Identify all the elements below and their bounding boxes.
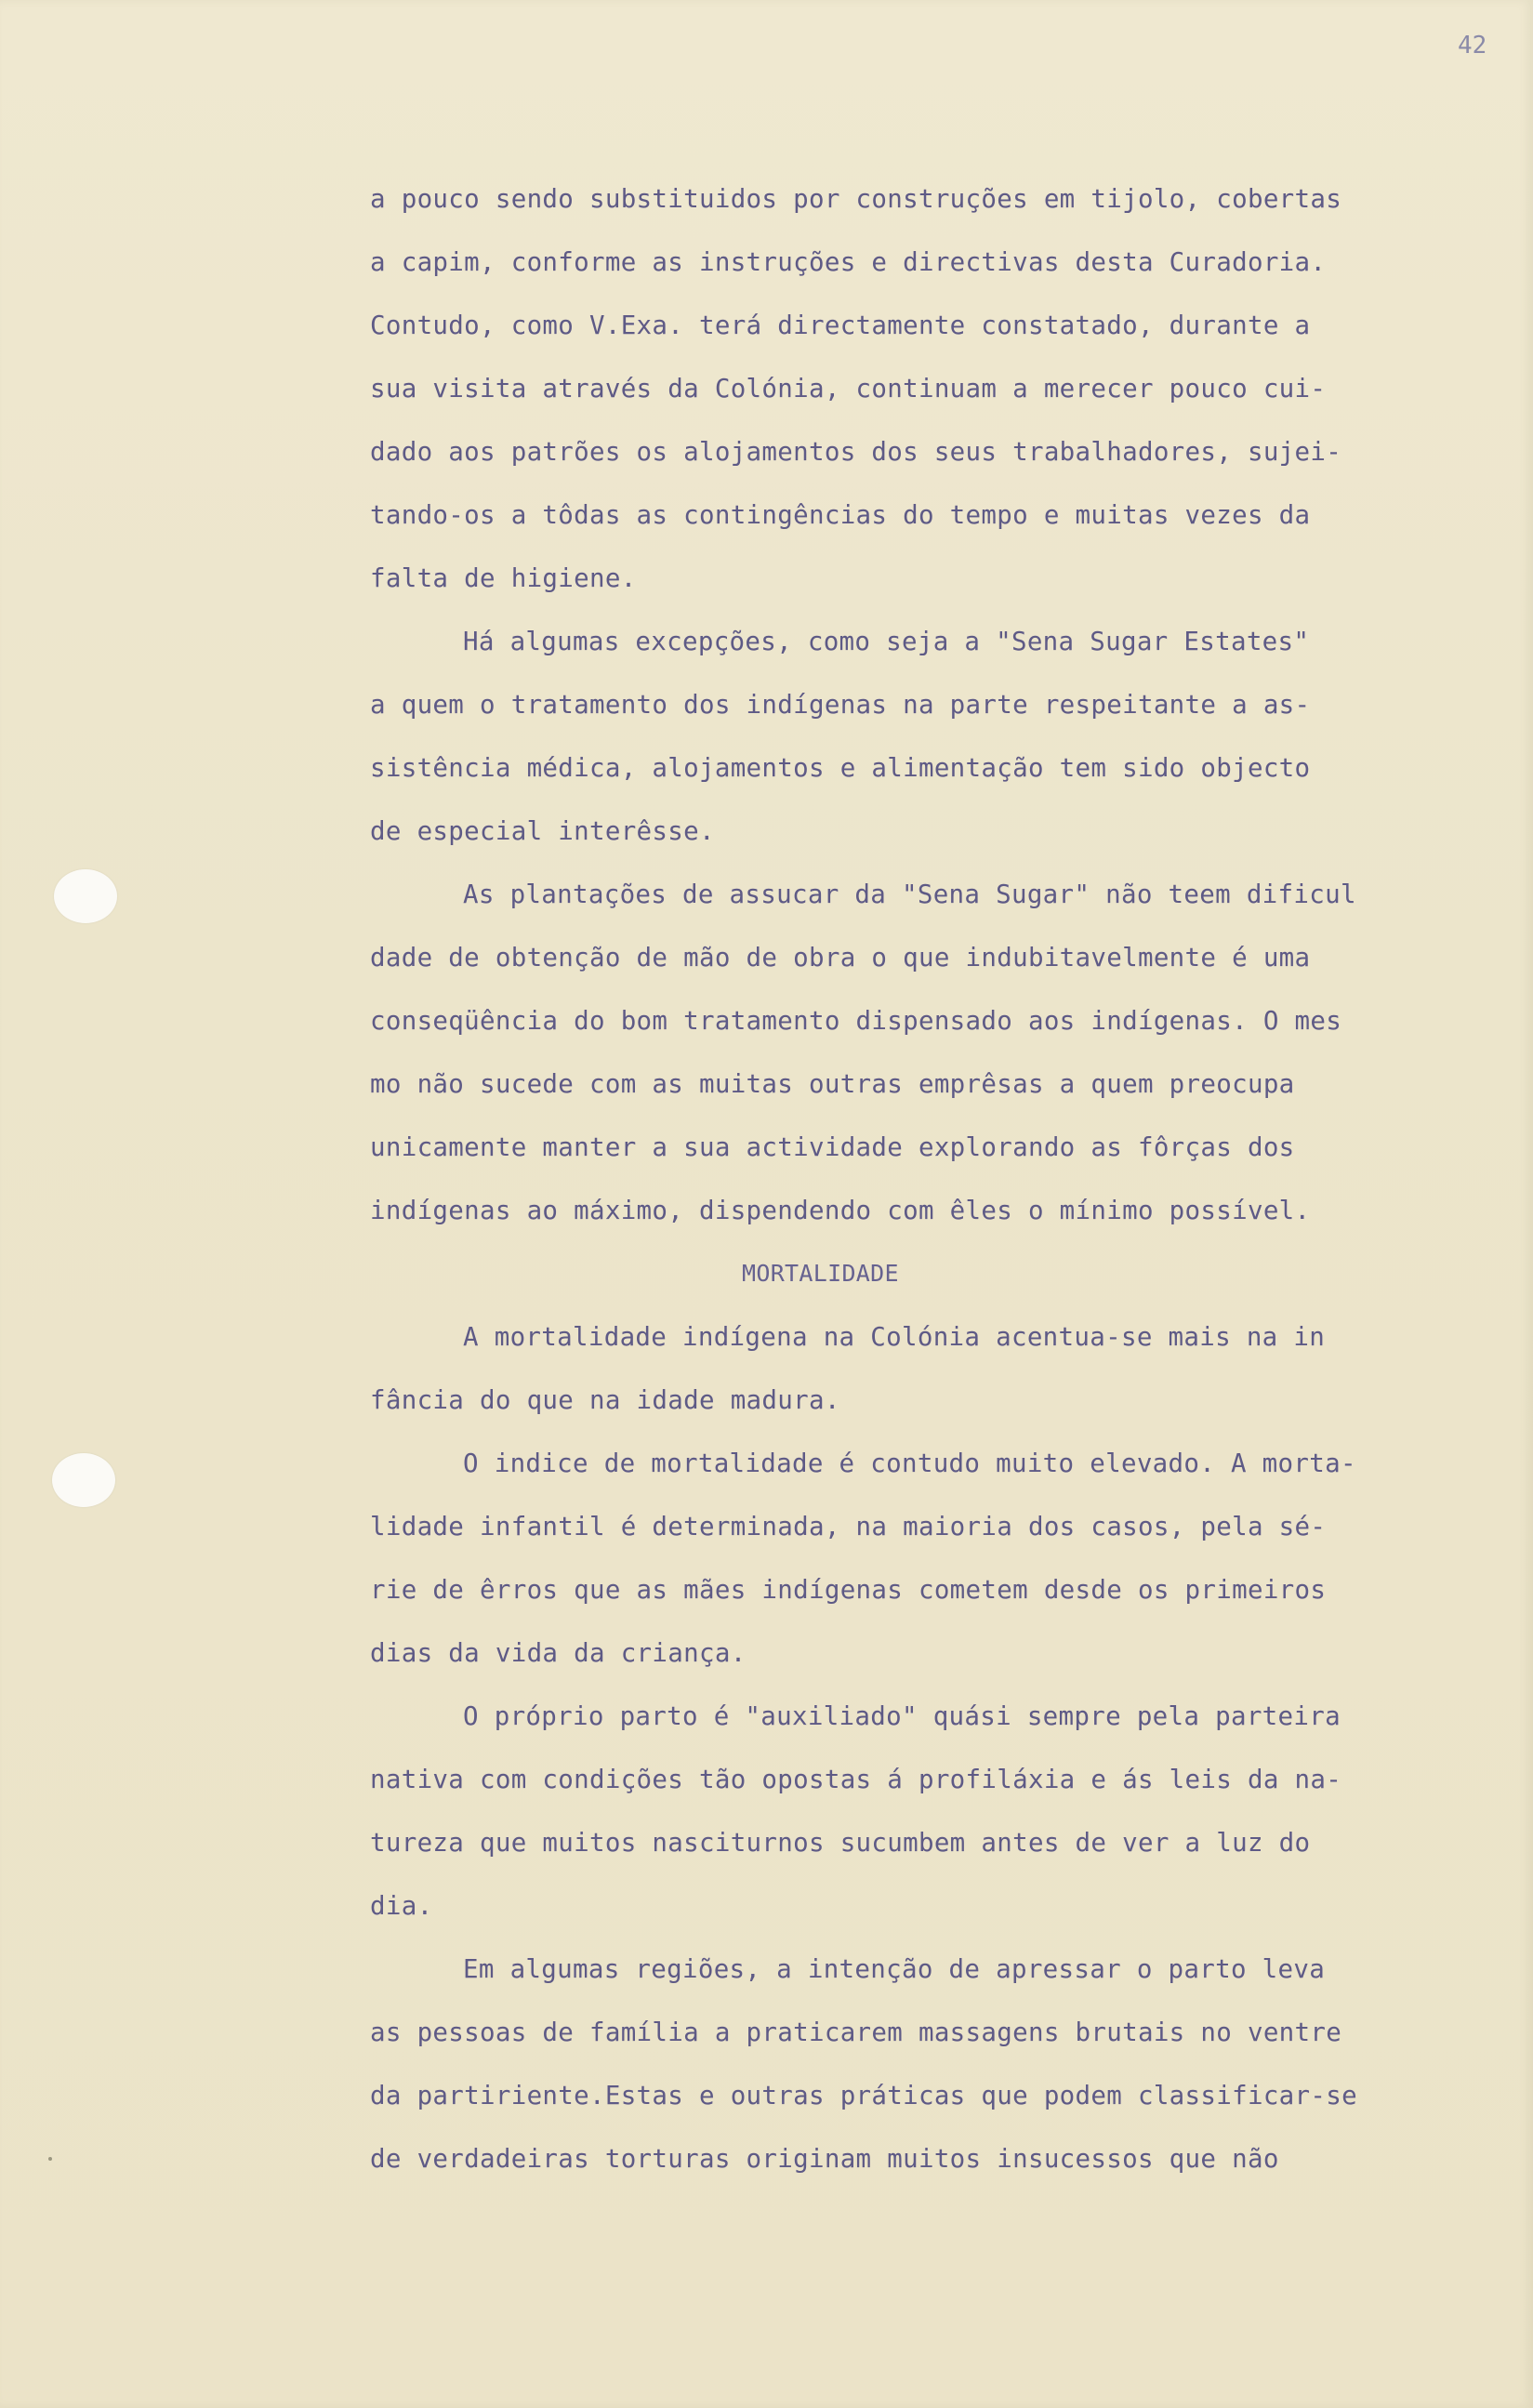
text-line: a capim, conforme as instruções e directivas desta Curadoria. (370, 247, 1327, 277)
text-line: sistência médica, alojamentos e alimentação tem sido objecto (370, 753, 1311, 783)
paper-speck (48, 2157, 52, 2161)
text-line: unicamente manter a sua actividade explorando as fôrças dos (370, 1132, 1295, 1162)
text-line: tando-os a tôdas as contingências do tempo e muitas vezes da (370, 500, 1311, 530)
text-line: nativa com condições tão opostas á profiláxia e ás leis da na- (370, 1765, 1342, 1794)
text-line: A mortalidade indígena na Colónia acentua-se mais na in (463, 1322, 1326, 1352)
text-line: falta de higiene. (370, 563, 637, 593)
text-line: lidade infantil é determinada, na maioria dos casos, pela sé- (370, 1512, 1327, 1541)
text-line: conseqüência do bom tratamento dispensado aos indígenas. O mes (370, 1006, 1342, 1036)
text-line: as pessoas de família a praticarem massagens brutais no ventre (370, 2018, 1342, 2047)
text-line: mo não sucede com as muitas outras emprêsas a quem preocupa (370, 1069, 1295, 1099)
punch-hole-bottom (52, 1453, 115, 1507)
text-line: Há algumas excepções, como seja a "Sena Sugar Estates" (463, 627, 1310, 656)
text-line: sua visita através da Colónia, continuam a merecer pouco cui- (370, 374, 1327, 404)
section-heading: MORTALIDADE (742, 1260, 899, 1287)
page-number: 42 (1458, 32, 1487, 60)
text-line: O indice de mortalidade é contudo muito elevado. A morta- (463, 1449, 1356, 1478)
punch-hole-top (54, 869, 117, 923)
text-line: rie de êrros que as mães indígenas cometem desde os primeiros (370, 1575, 1327, 1605)
typewritten-body (370, 167, 1521, 2190)
text-line: de verdadeiras torturas originam muitos insucessos que não (370, 2144, 1279, 2174)
text-line: dado aos patrões os alojamentos dos seus trabalhadores, sujei- (370, 437, 1342, 467)
text-line: As plantações de assucar da "Sena Sugar" não teem dificul (463, 880, 1356, 909)
text-line: Contudo, como V.Exa. terá directamente constatado, durante a (370, 311, 1311, 340)
text-line: dade de obtenção de mão de obra o que indubitavelmente é uma (370, 943, 1311, 972)
text-line: Em algumas regiões, a intenção de apressar o parto leva (463, 1954, 1326, 1984)
text-line: O próprio parto é "auxiliado" quási sempre pela parteira (463, 1701, 1341, 1731)
text-line: dias da vida da criança. (370, 1638, 747, 1668)
text-line: da partiriente.Estas e outras práticas que podem classificar-se (370, 2081, 1357, 2110)
text-line: tureza que muitos nasciturnos sucumbem antes de ver a luz do (370, 1828, 1311, 1858)
text-line: de especial interêsse. (370, 816, 715, 846)
text-line: a pouco sendo substituidos por construções em tijolo, cobertas (370, 184, 1342, 214)
text-line: fância do que na idade madura. (370, 1385, 840, 1415)
text-line: indígenas ao máximo, dispendendo com êles o mínimo possível. (370, 1196, 1311, 1225)
text-line: a quem o tratamento dos indígenas na parte respeitante a as- (370, 690, 1311, 720)
text-line: dia. (370, 1891, 433, 1921)
